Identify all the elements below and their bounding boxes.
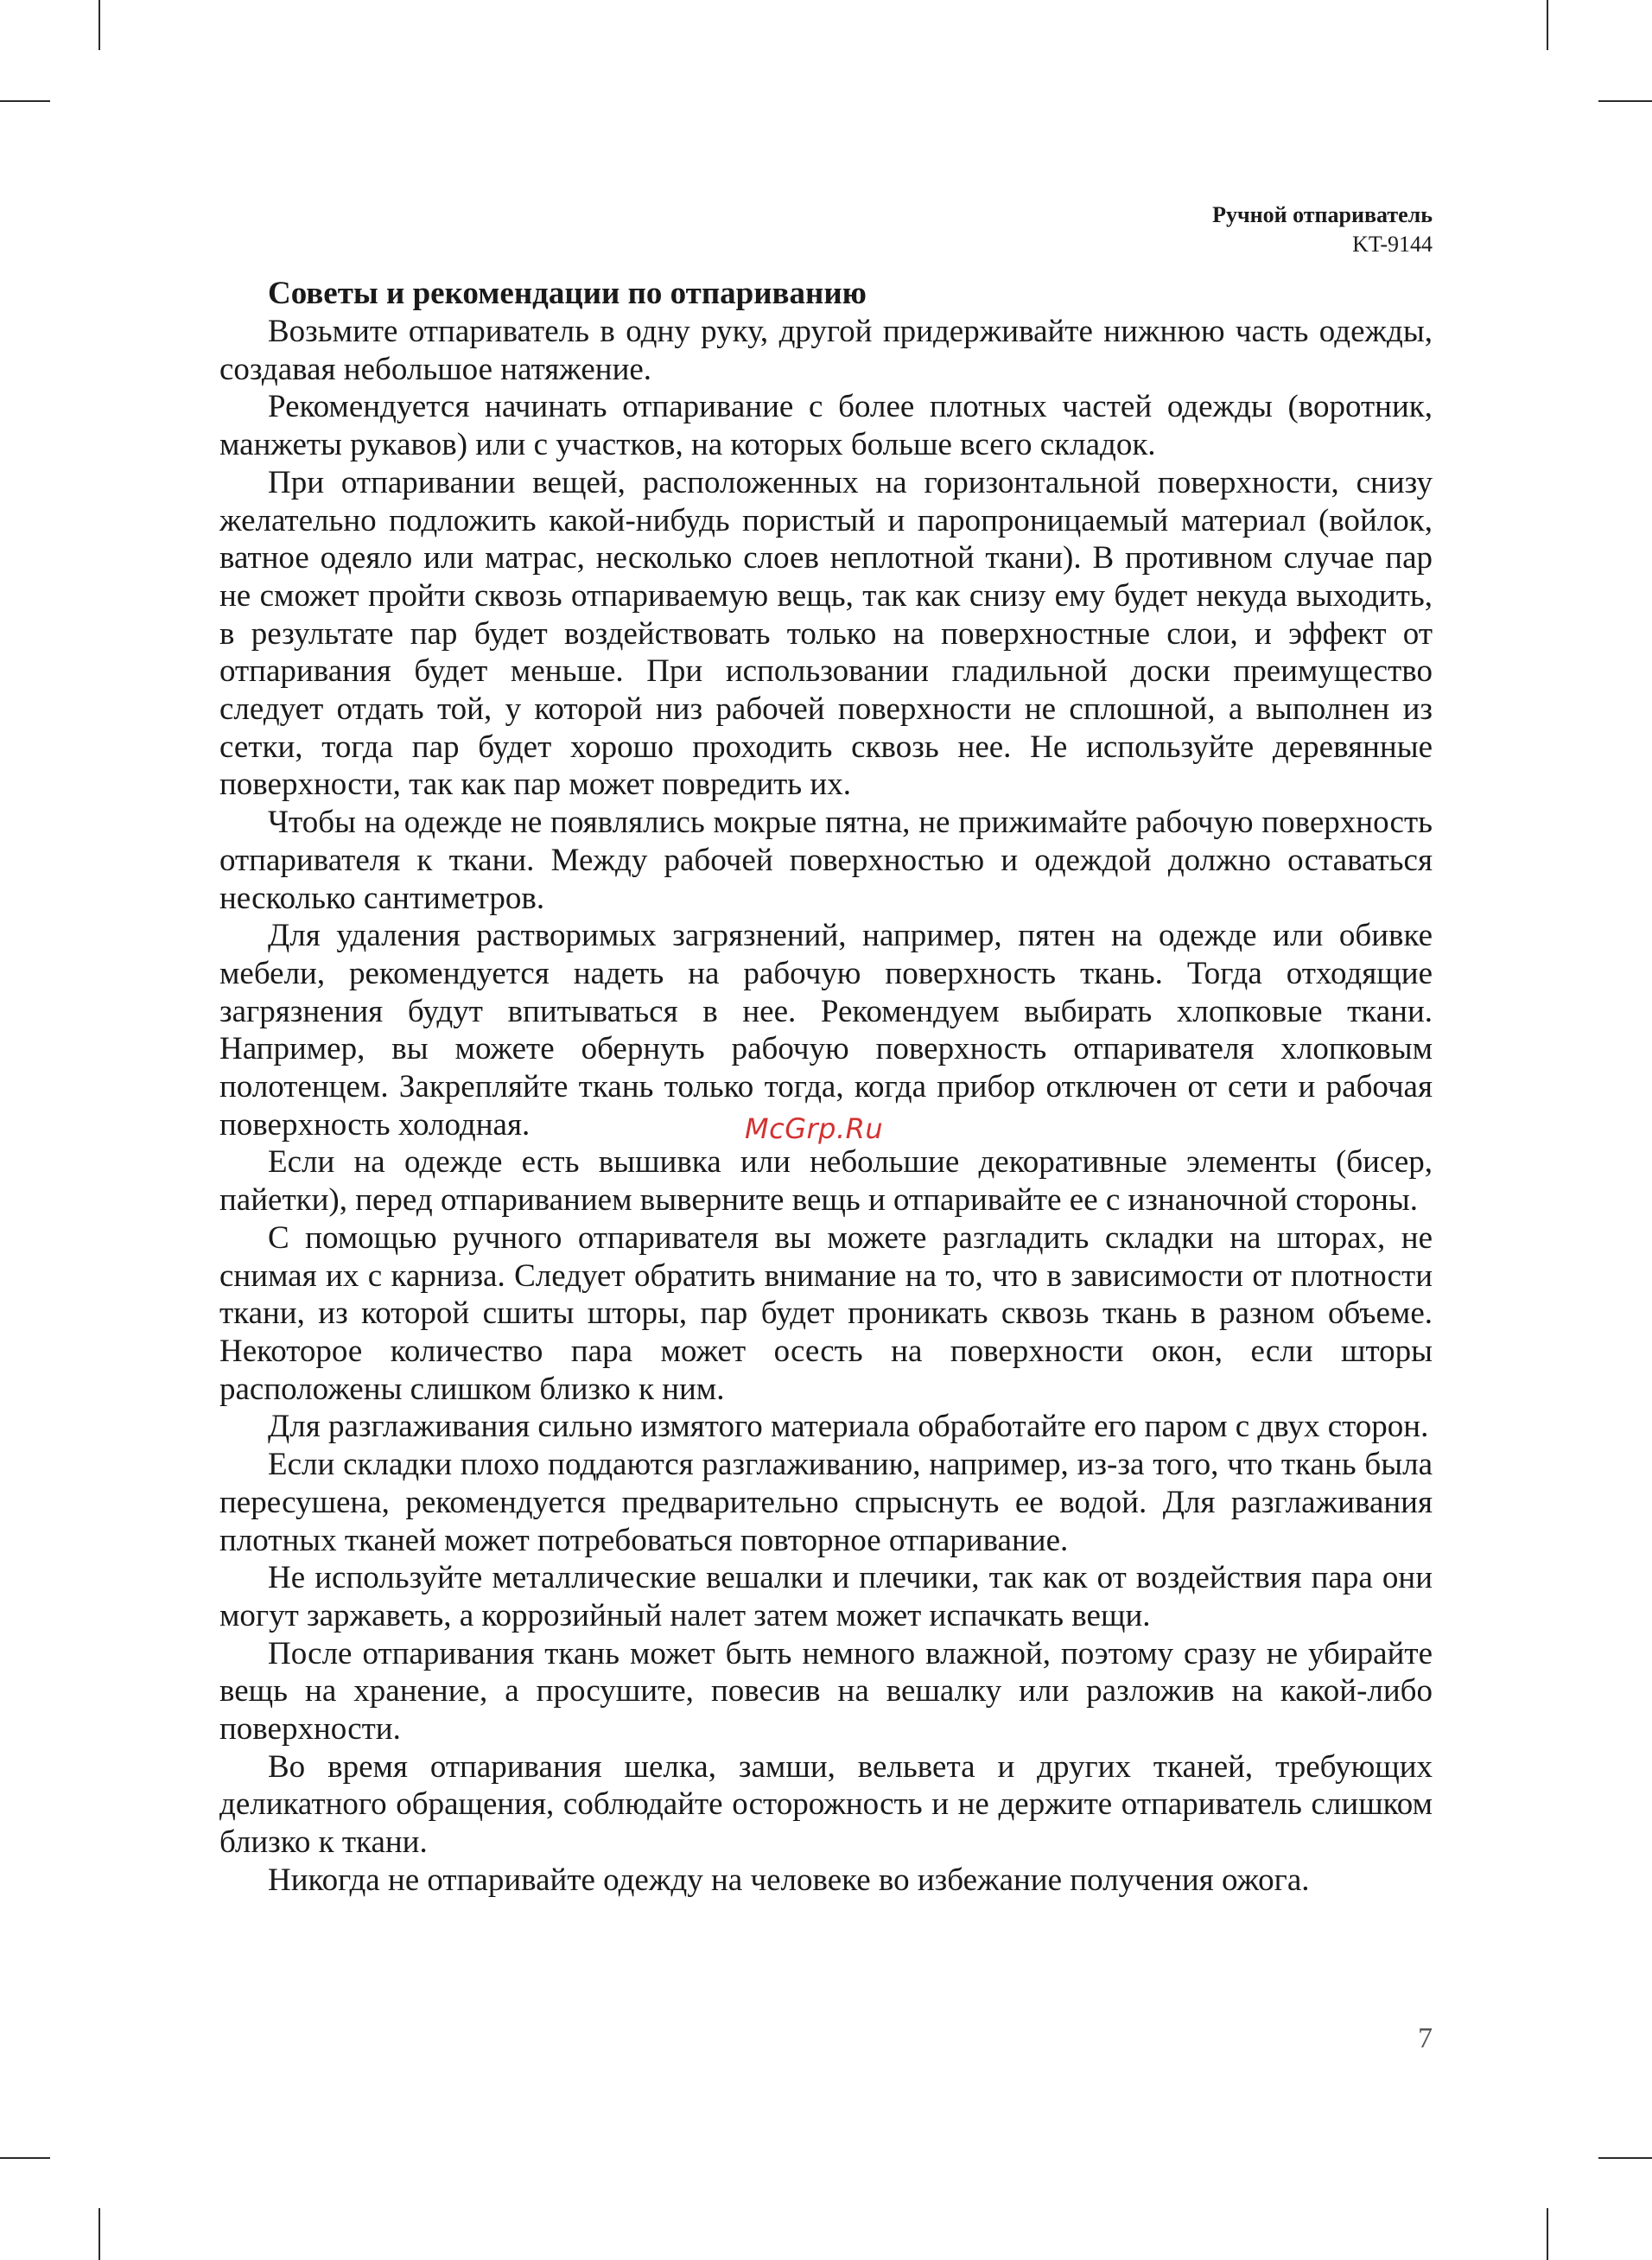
paragraph-never-on-person: Никогда не отпаривайте одежду на человеке во избежание получения ожога. xyxy=(268,1862,1310,1898)
paragraph-metal-hangers: Не используйте металлические вешалки и плечики, так как от воздействия пара они могут заржаветь, а коррозийный налет затем может испачкать вещи. xyxy=(219,1560,1433,1633)
crop-mark-top-left xyxy=(98,0,100,50)
paragraph-start-dense-parts: Рекомендуется начинать отпаривание с более плотных частей одежды (воротник, манжеты рукавов) или с участков, на которых больше всего складок. xyxy=(219,389,1433,463)
paragraph-embroidery: Если на одежде есть вышивка или небольшие декоративные элементы (бисер, пайетки), перед отпариванием выверните вещь и отпаривайте ее с изнаночной стороны. xyxy=(219,1144,1433,1219)
crop-mark-top-right-h xyxy=(1598,100,1652,102)
paragraph-horizontal-surface: При отпаривании вещей, расположенных на горизонтальной поверхности, снизу желательно подложить какой-нибудь пористый и паропроницаемый материал (войлок, ватное одеяло или матрас, несколько слоев неплотной ткани). В противном случае пар не сможет пройти сквозь отпариваемую вещь, так как снизу ему будет некуда выходить, в результате пар будет воздействовать только на поверхностные слои, и эффект от отпаривания будет меньше. При использовании гладильной доски преимущество следует отдать той, у которой низ рабочей поверхности не сплошной, а выполнен из сетки, тогда пар будет хорошо проходить сквозь нее. Не используйте деревянные поверхности, так как пар может повредить их. xyxy=(219,464,1433,803)
header-product-title: Ручной отпариватель xyxy=(1212,202,1433,227)
paragraph-crumpled-material: Для разглаживания сильно измятого материала обработайте его паром с двух сторон. xyxy=(268,1409,1429,1445)
crop-mark-bottom-right xyxy=(1547,2208,1548,2260)
paragraph-hold-steamer: Возьмите отпариватель в одну руку, другой придерживайте нижнюю часть одежды, создавая небольшое натяжение. xyxy=(219,314,1433,387)
paragraph-delicate-fabrics: Во время отпаривания шелка, замши, вельвета и других тканей, требующих деликатного обращения, соблюдайте осторожность и не держите отпариватель слишком близко к ткани. xyxy=(219,1748,1433,1861)
crop-mark-bottom-left xyxy=(98,2208,100,2260)
paragraph-curtains: С помощью ручного отпаривателя вы можете разгладить складки на шторах, не снимая их с карниза. Следует обратить внимание на то, что в зависимости от плотности ткани, из которой сшиты шторы, пар будет проникать сквозь ткань в разном объеме. Некоторое количество пара может осесть на поверхности окон, если шторы расположены слишком близко к ним. xyxy=(219,1219,1433,1407)
crop-mark-bottom-right-h xyxy=(1598,2157,1652,2159)
crop-mark-top-left-h xyxy=(0,100,50,102)
crop-mark-bottom-left-h xyxy=(0,2157,50,2159)
paragraph-damp-fabric: После отпаривания ткань может быть немного влажной, поэтому сразу не убирайте вещь на хранение, а просушите, повесив на вешалку или разложив на какой-либо поверхности. xyxy=(219,1635,1433,1748)
running-header xyxy=(1212,201,1433,259)
section-title: Советы и рекомендации по отпариванию xyxy=(268,276,867,311)
header-model-number: KT-9144 xyxy=(1352,232,1433,257)
page-content xyxy=(219,275,1433,1900)
paragraph-wet-spots: Чтобы на одежде не появлялись мокрые пятна, не прижимайте рабочую поверхность отпаривателя к ткани. Между рабочей поверхностью и одеждой должно оставаться несколько сантиметров. xyxy=(219,805,1433,916)
page-number: 7 xyxy=(1418,2022,1433,2054)
watermark: McGrp.Ru xyxy=(745,1112,884,1145)
crop-mark-top-right xyxy=(1547,0,1548,50)
paragraph-soluble-stains: Для удаления растворимых загрязнений, например, пятен на одежде или обивке мебели, рекомендуется надеть на рабочую поверхность ткань. Тогда отходящие загрязнения будут впитываться в нее. Рекомендуем выбирать хлопковые ткани. Например, вы можете обернуть рабочую поверхность отпаривателя хлопковым полотенцем. Закрепляйте ткань только тогда, когда прибор отключен от сети и рабочая поверхность холодная. xyxy=(219,918,1433,1143)
paragraph-overdried-fabric: Если складки плохо поддаются разглаживанию, например, из-за того, что ткань была пересушена, рекомендуется предварительно спрыснуть ее водой. Для разглаживания плотных тканей может потребоваться повторное отпаривание. xyxy=(219,1447,1433,1558)
